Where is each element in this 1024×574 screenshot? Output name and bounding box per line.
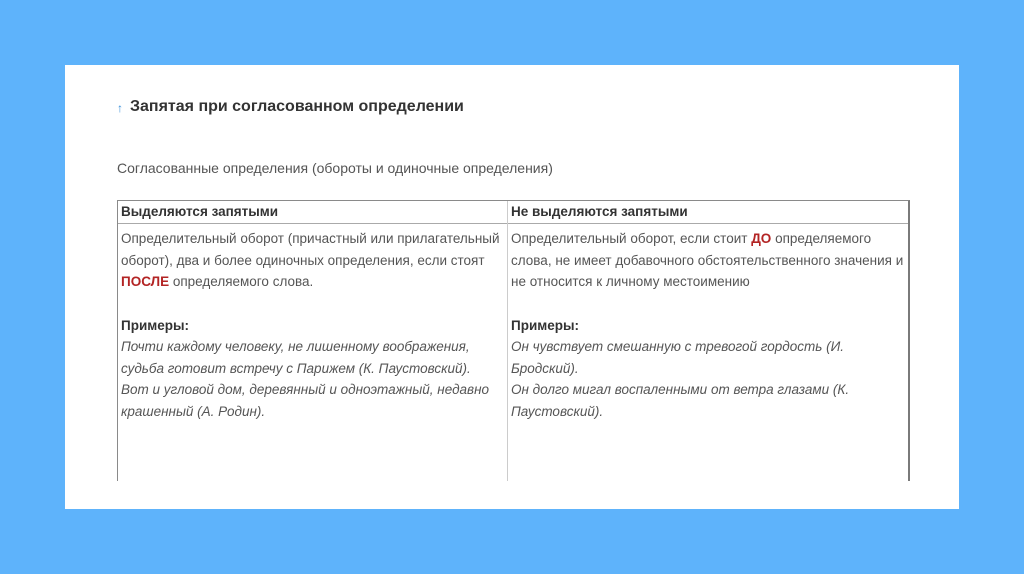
example-sentence: Он чувствует смешанную с тревогой гордость (И. Бродский). bbox=[511, 339, 844, 376]
slide-card bbox=[65, 65, 959, 509]
column-separated bbox=[118, 201, 508, 481]
examples-label: Примеры: bbox=[511, 317, 580, 333]
section-heading-text: Запятая при согласованном определении bbox=[130, 98, 464, 115]
arrow-up-icon[interactable]: ↑ bbox=[117, 101, 123, 115]
column-body-separated bbox=[118, 224, 507, 422]
column-body-not-separated bbox=[508, 224, 908, 422]
examples-label: Примеры: bbox=[121, 317, 190, 333]
rule-text-after: определяемого слова. bbox=[169, 274, 314, 289]
example-sentence: Он долго мигал воспаленными от ветра глазами (К. Паустовский). bbox=[511, 382, 850, 419]
intro-text: Согласованные определения (обороты и одиночные определения) bbox=[117, 160, 553, 176]
rule-keyword: ПОСЛЕ bbox=[121, 274, 170, 289]
rule-keyword: ДО bbox=[751, 231, 772, 246]
column-header-not-separated: Не выделяются запятыми bbox=[508, 201, 908, 224]
rule-text-before: Определительный оборот (причастный или прилагательный оборот), два и более одиночных определения, если стоят bbox=[121, 231, 500, 268]
rule-text-after: определяемого слова, не имеет добавочного обстоятельственного значения и не относится к личному местоимению bbox=[511, 231, 904, 289]
rule-description bbox=[511, 228, 904, 293]
rules-table bbox=[117, 200, 910, 481]
rule-text-before: Определительный оборот, если стоит bbox=[511, 231, 752, 246]
column-header-separated: Выделяются запятыми bbox=[118, 201, 507, 224]
column-not-separated bbox=[508, 201, 908, 481]
example-sentence: Почти каждому человеку, не лишенному воображения, судьба готовит встречу с Парижем (К. Паустовский). bbox=[121, 339, 471, 376]
example-sentence: Вот и угловой дом, деревянный и одноэтажный, недавно крашенный (А. Родин). bbox=[121, 382, 490, 419]
section-heading bbox=[117, 98, 464, 116]
rule-description bbox=[121, 228, 503, 293]
